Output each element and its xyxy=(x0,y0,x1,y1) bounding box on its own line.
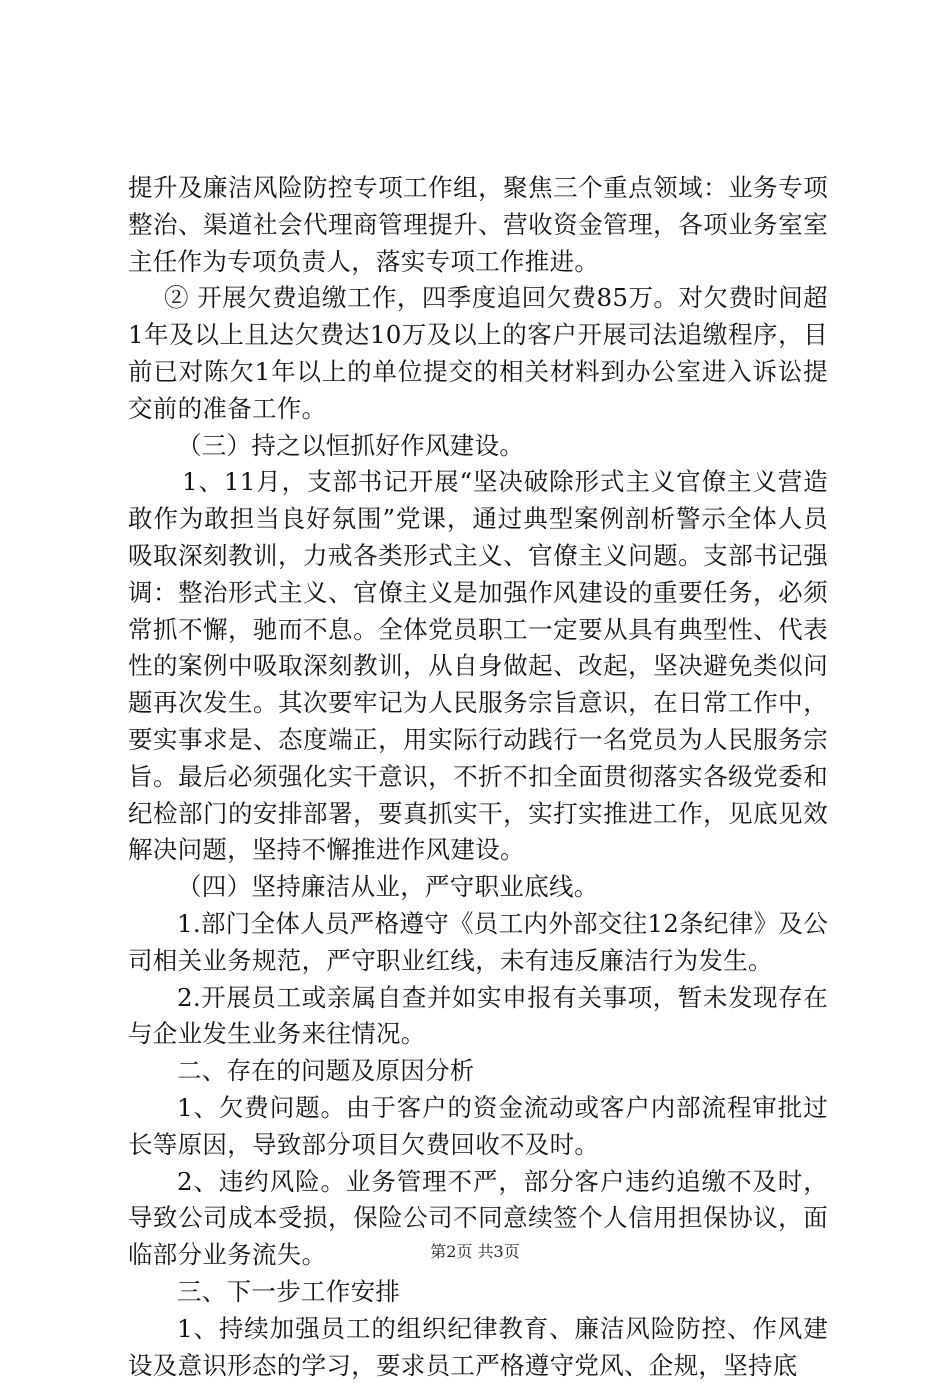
section-heading-problems: 二、存在的问题及原因分析 xyxy=(177,1056,475,1086)
section-heading-work-style: （三）持之以恒抓好作风建设。 xyxy=(177,430,525,460)
page-number-footer: 第2页 共3页 xyxy=(430,1242,520,1261)
paragraph-continuation: 提升及廉洁风险防控专项工作组，聚焦三个重点领域：业务专项整治、渠道社会代理商管理提升、营收资金管理，各项业务室室主任作为专项负责人，落实专项工作推进。 xyxy=(128,173,828,276)
section-heading-next-steps: 三、下一步工作安排 xyxy=(177,1276,401,1306)
paragraph-arrears-problem: 1、欠费问题。由于客户的资金流动或客户内部流程审批过长等原因，导致部分项目欠费回收不及时。 xyxy=(128,1092,828,1159)
paragraph-discipline: 1.部门全体人员严格遵守《员工内外部交往12条纪律》及公司相关业务规范，严守职业红线，未有违反廉洁行为发生。 xyxy=(128,908,828,975)
paragraph-default-risk: 2、违约风险。业务管理不严，部分客户违约追缴不及时，导致公司成本受损，保险公司不同意续签个人信用担保协议，面临部分业务流失。 xyxy=(128,1166,828,1270)
paragraph-self-inspection: 2.开展员工或亲属自查并如实申报有关事项，暂未发现存在与企业发生业务来往情况。 xyxy=(128,982,828,1049)
paragraph-party-lecture: 1、11月，支部书记开展“坚决破除形式主义官僚主义营造敢作为敢担当良好氛围”党课，通过典型案例剖析警示全体人员吸取深刻教训，力戒各类形式主义、官僚主义问题。支部书记强调：整治形式主义、官僚主义是加强作风建设的重要任务，必须常抓不懈，驰而不息。全体党员职工一定要从具有典型性、代表性的案例中吸取深刻教训，从自身做起、改起，坚决避免类似问题再次发生。其次要牢记为人民服务宗旨意识，在日常工作中，要实事求是、态度端正，用实际行动践行一名党员为人民服务宗旨。最后必须强化实干意识，不折不扣全面贯彻落实各级党委和纪检部门的安排部署，要真抓实干，实打实推进工作，见底见效解决问题，坚持不懈推进作风建设。 xyxy=(128,467,828,865)
paragraph-arrears-collection: ② 开展欠费追缴工作，四季度追回欠费85万。对欠费时间超1年及以上且达欠费达10万及以上的客户开展司法追缴程序，目前已对陈欠1年以上的单位提交的相关材料到办公室进入诉讼提交前的准备工作。 xyxy=(128,283,828,423)
section-heading-integrity: （四）坚持廉洁从业，严守职业底线。 xyxy=(177,872,599,902)
document-body xyxy=(128,170,828,1384)
paragraph-education: 1、持续加强员工的组织纪律教育、廉洁风险防控、作风建设及意识形态的学习，要求员工严格遵守党风、企规，坚持底 xyxy=(128,1313,828,1380)
